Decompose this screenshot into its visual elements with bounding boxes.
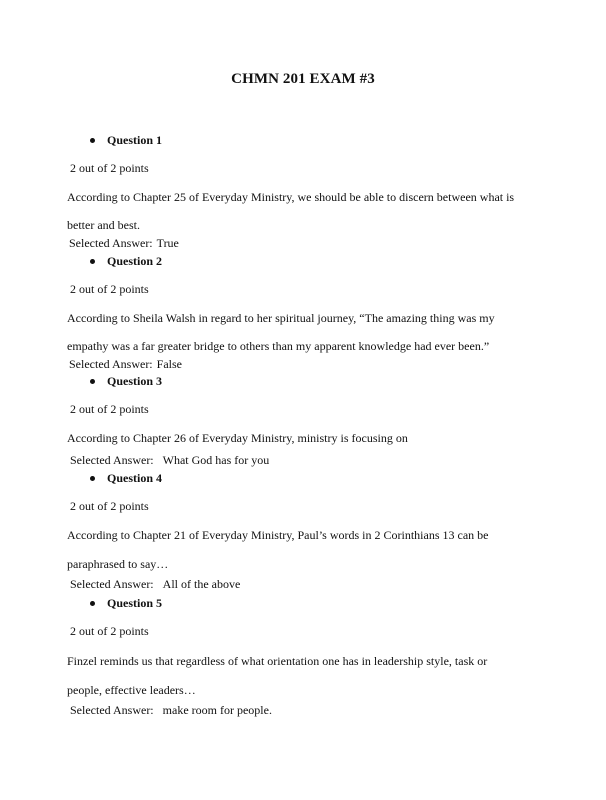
page-title: CHMN 201 EXAM #3: [231, 71, 375, 87]
selected-answer-label: Selected Answer:: [70, 453, 154, 467]
question-heading-text: Question 1: [107, 133, 163, 147]
selected-answer-value: False: [156, 357, 182, 371]
selected-answer-label: Selected Answer:: [69, 236, 153, 250]
bullet-icon: [90, 138, 95, 143]
question-4-heading: [90, 471, 162, 486]
bullet-icon: [90, 601, 95, 606]
question-2-selected-answer: [69, 357, 182, 372]
question-3-selected-answer: [70, 453, 269, 468]
question-heading-text: Question 5: [107, 596, 163, 610]
question-5-heading: [90, 596, 162, 611]
selected-answer-value: What God has for you: [162, 453, 270, 467]
question-1-heading: [90, 133, 162, 148]
question-4-selected-answer: [70, 577, 240, 592]
question-2-points: 2 out of 2 points: [70, 282, 149, 296]
question-heading-text: Question 4: [107, 471, 163, 485]
question-4-points: 2 out of 2 points: [70, 499, 149, 513]
bullet-icon: [90, 379, 95, 384]
bullet-icon: [90, 476, 95, 481]
selected-answer-value: True: [156, 236, 179, 250]
question-4-text-line-2: paraphrased to say…: [67, 557, 169, 571]
question-1-text-line-2: better and best.: [67, 218, 140, 232]
question-5-points: 2 out of 2 points: [70, 624, 149, 638]
bullet-icon: [90, 259, 95, 264]
selected-answer-value: make room for people.: [162, 703, 272, 717]
question-2-text-line-1: According to Sheila Walsh in regard to her spiritual journey, “The amazing thing was my: [67, 311, 495, 325]
question-1-text-line-1: According to Chapter 25 of Everyday Ministry, we should be able to discern between what is: [67, 190, 515, 204]
question-1-points: 2 out of 2 points: [70, 161, 149, 175]
question-5-text-line-1: Finzel reminds us that regardless of what orientation one has in leadership style, task or: [67, 654, 488, 668]
question-4-text-line-1: According to Chapter 21 of Everyday Ministry, Paul’s words in 2 Corinthians 13 can be: [67, 528, 489, 542]
question-heading-text: Question 3: [107, 374, 163, 388]
question-3-heading: [90, 374, 162, 389]
question-5-text-line-2: people, effective leaders…: [67, 683, 196, 697]
selected-answer-value: All of the above: [162, 577, 241, 591]
question-1-selected-answer: [69, 236, 179, 251]
question-5-selected-answer: [70, 703, 272, 718]
selected-answer-label: Selected Answer:: [70, 703, 154, 717]
selected-answer-label: Selected Answer:: [69, 357, 153, 371]
question-heading-text: Question 2: [107, 254, 163, 268]
question-3-points: 2 out of 2 points: [70, 402, 149, 416]
question-3-text-line-1: According to Chapter 26 of Everyday Ministry, ministry is focusing on: [67, 431, 408, 445]
question-2-text-line-2: empathy was a far greater bridge to others than my apparent knowledge had ever been.”: [67, 339, 490, 353]
selected-answer-label: Selected Answer:: [70, 577, 154, 591]
question-2-heading: [90, 254, 162, 269]
